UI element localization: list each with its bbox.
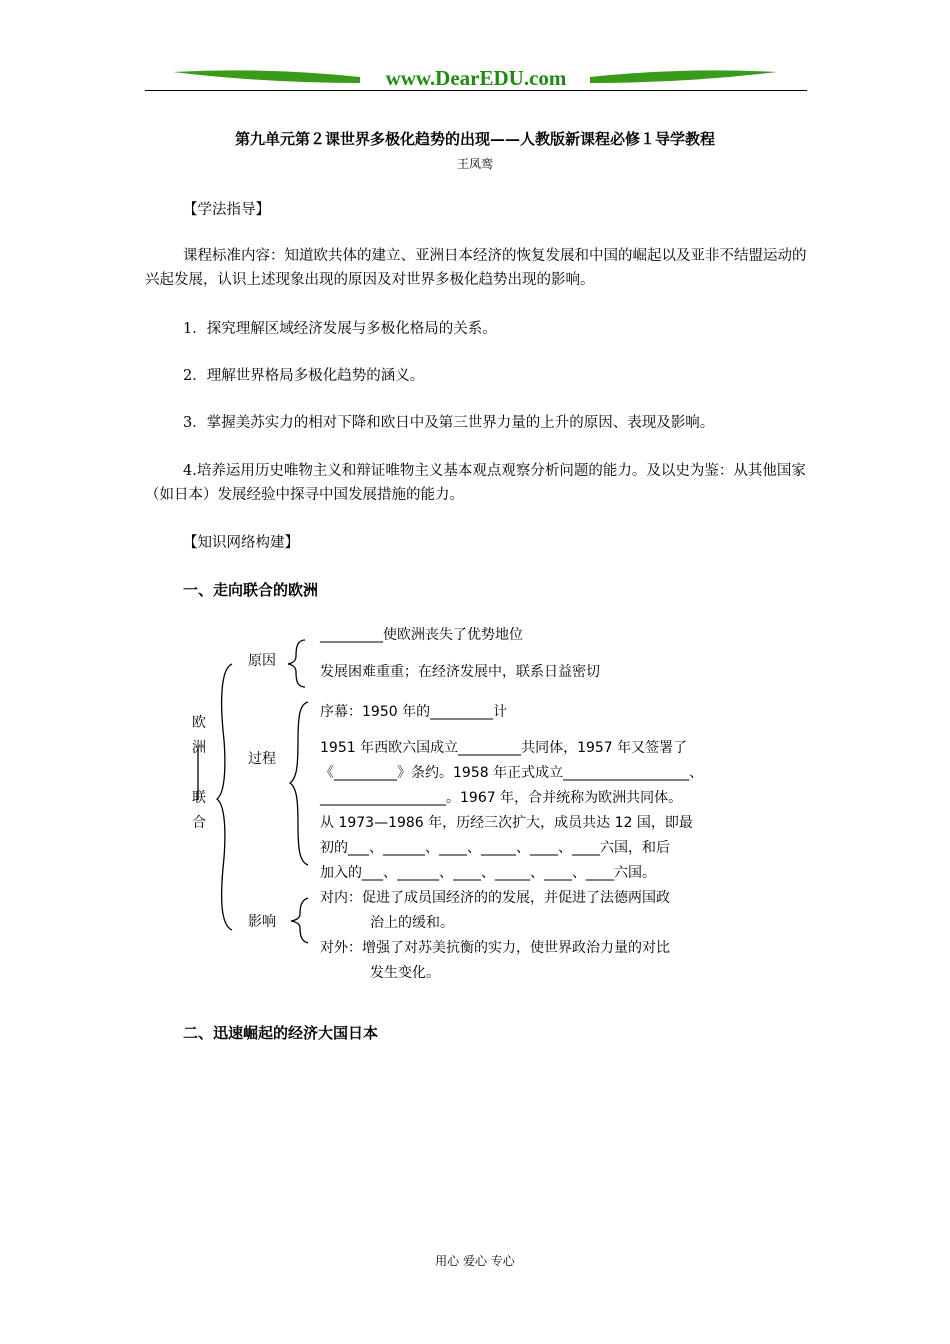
logo-graphic [145,62,807,96]
impact-brace [291,898,308,943]
impact-line: 治上的缓和。 [370,915,454,931]
section-network-heading: 【知识网络构建】 [183,535,299,551]
root-char: 洲 [192,740,206,756]
section-method-heading: 【学法指导】 [183,202,270,218]
impact-line: 对内：促进了成员国经济的的发展，并促进了法德两国政 [320,890,670,906]
header-logo [145,62,807,96]
knowledge-diagram [180,615,780,995]
goal-item: 1．探究理解区域经济发展与多极化格局的关系。 [183,321,497,337]
process-line: 1951 年西欧六国成立_________共同体，1957 年又签署了 [320,740,688,756]
process-line: 序幕：1950 年的_________计 [320,704,508,720]
root-char: 联 [192,790,206,806]
branch-process-label: 过程 [248,751,276,767]
process-line: 从 1973—1986 年，历经三次扩大，成员共达 12 国，即最 [320,815,693,831]
root-char: 合 [192,815,206,831]
impact-line: 发生变化。 [370,965,440,981]
heading-japan: 二、迅速崛起的经济大国日本 [183,1024,379,1042]
heading-europe: 一、走向联合的欧洲 [183,581,319,599]
logo-left-swoosh [173,70,360,83]
process-line: 《_________》条约。1958 年正式成立__________________、 [320,765,704,781]
main-brace [217,664,232,930]
impact-line: 对外：增强了对苏美抗衡的实力，使世界政治力量的对比 [320,940,670,956]
goal-item: 3．掌握美苏实力的相对下降和欧日中及第三世界力量的上升的原因、表现及影响。 [183,415,715,431]
document-title: 第九单元第２课世界多极化趋势的出现——人教版新课程必修１导学教程 [234,130,715,148]
logo-right-swoosh [590,70,777,83]
process-line: 加入的___、______、____、_____、____、____六国。 [320,865,656,881]
document-author: 王凤鸾 [456,157,493,171]
root-char: 欧 [192,715,206,731]
process-line: 初的___、______、____、_____、____、____六国，和后 [320,840,670,856]
goal-item: 4.培养运用历史唯物主义和辩证唯物主义基本观点观察分析问题的能力。及以史为鉴：从其他国家（如日本）发展经验中探寻中国发展措施的能力。 [145,463,806,503]
cause-line: 发展困难重重；在经济发展中，联系日益密切 [320,664,600,680]
curriculum-paragraph: 课程标准内容：知道欧共体的建立、亚洲日本经济的恢复发展和中国的崛起以及亚非不结盟运动的兴起发展，认识上述现象出现的原因及对世界多极化趋势出现的影响。 [145,248,807,288]
cause-brace [288,640,305,687]
page-footer: 用心 爱心 专心 [435,1254,515,1268]
process-brace [290,702,308,865]
logo-text: www.DearEDU.com [385,66,567,90]
goal-item: 2．理解世界格局多极化趋势的涵义。 [183,368,425,384]
cause-line: _________使欧洲丧失了优势地位 [320,627,523,643]
branch-cause-label: 原因 [248,653,276,669]
process-line: __________________。1967 年，合并统称为欧洲共同体。 [320,790,683,806]
branch-impact-label: 影响 [248,914,276,930]
